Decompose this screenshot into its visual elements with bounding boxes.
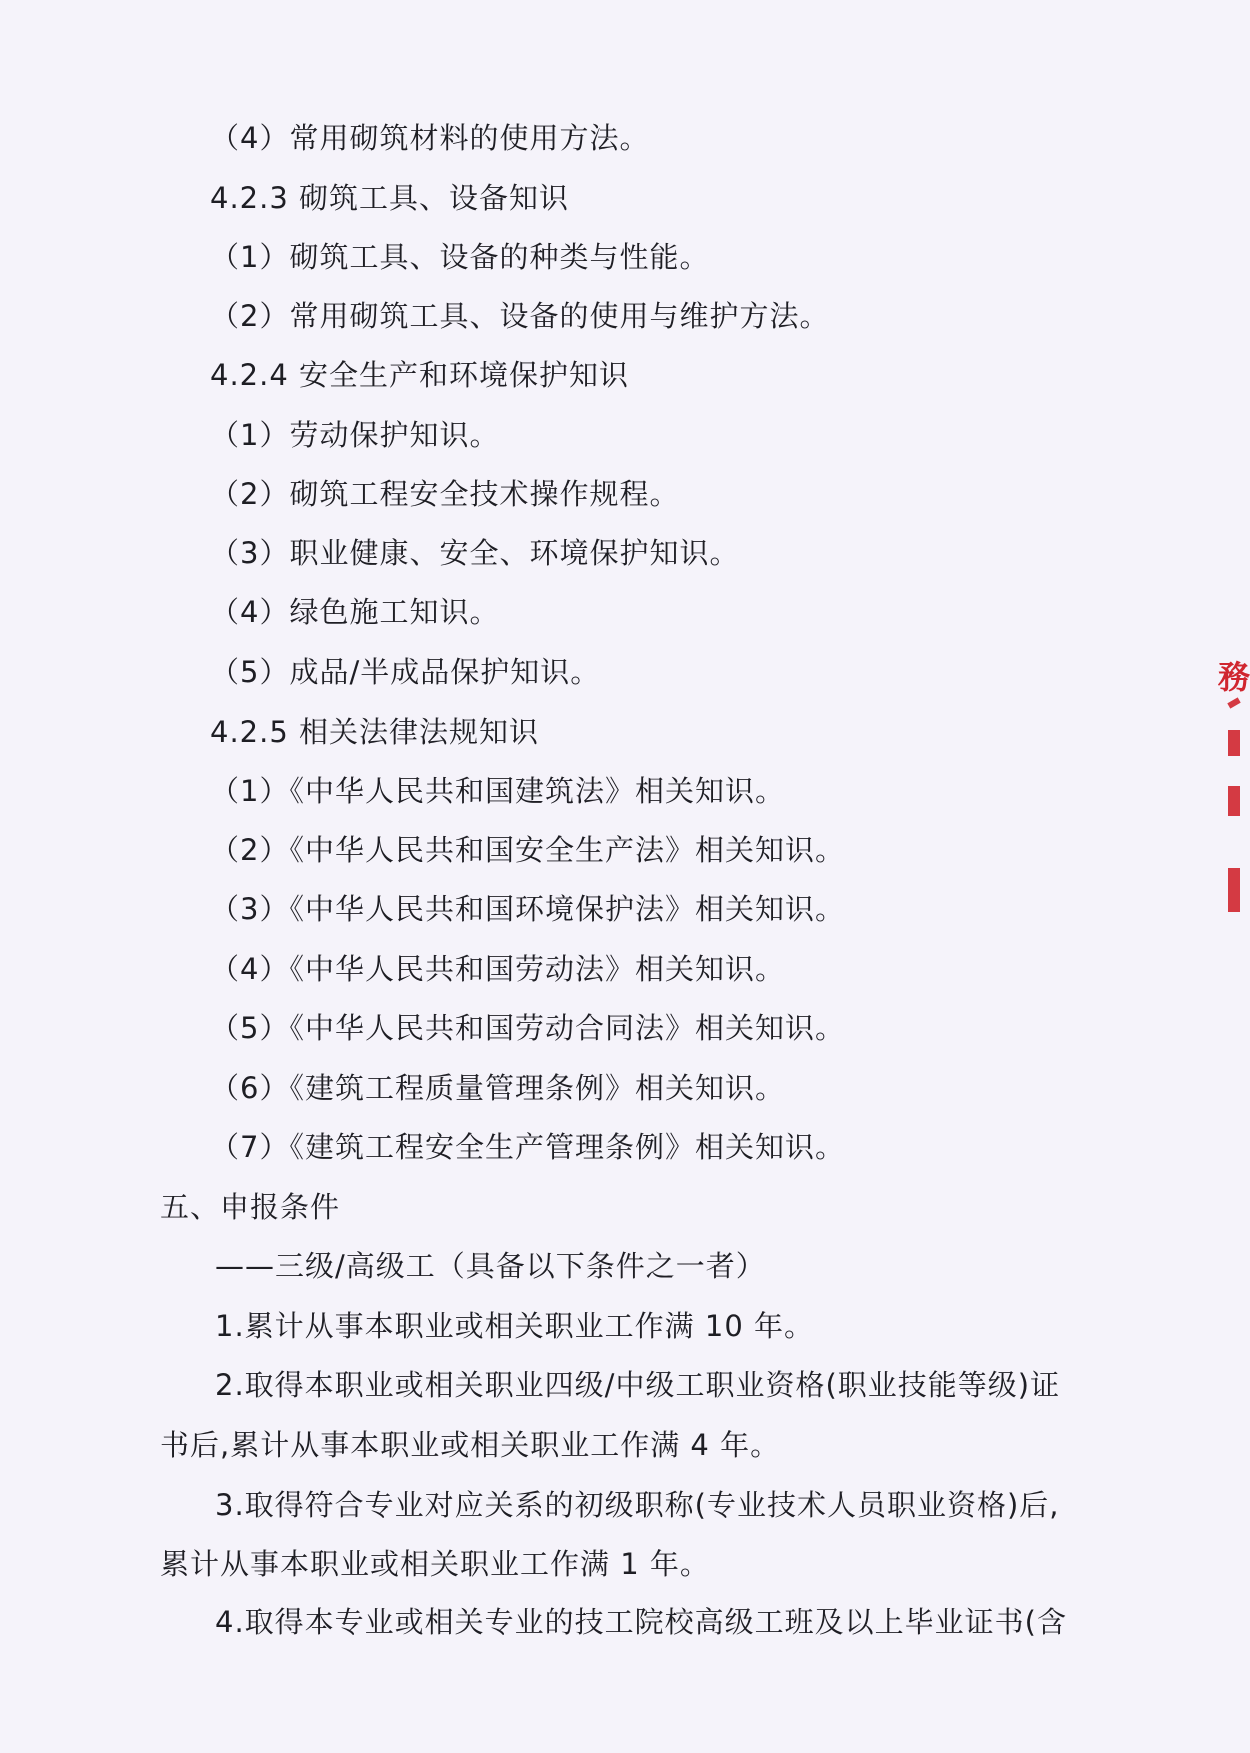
seal-stamp-mark	[1228, 730, 1240, 756]
text-line: 4.取得本专业或相关专业的技工院校高级工班及以上毕业证书(含	[215, 1605, 1067, 1639]
text-line: ——三级/高级工（具备以下条件之一者）	[215, 1249, 766, 1283]
text-line: （1）《中华人民共和国建筑法》相关知识。	[210, 774, 785, 808]
text-line: （2）砌筑工程安全技术操作规程。	[210, 477, 680, 511]
text-line: （4）《中华人民共和国劳动法》相关知识。	[210, 952, 785, 986]
seal-stamp-mark: 務	[1218, 658, 1250, 696]
text-line: 书后,累计从事本职业或相关职业工作满 4 年。	[160, 1428, 781, 1462]
text-line: （4）常用砌筑材料的使用方法。	[210, 121, 650, 155]
text-line: （5）《中华人民共和国劳动合同法》相关知识。	[210, 1011, 845, 1045]
text-line: （2）《中华人民共和国安全生产法》相关知识。	[210, 833, 845, 867]
text-line: （1）劳动保护知识。	[210, 418, 500, 452]
text-line: （3）《中华人民共和国环境保护法》相关知识。	[210, 892, 845, 926]
section-heading: 4.2.5 相关法律法规知识	[210, 715, 540, 749]
text-line: （6）《建筑工程质量管理条例》相关知识。	[210, 1071, 785, 1105]
text-line: （1）砌筑工具、设备的种类与性能。	[210, 240, 710, 274]
text-line: 2.取得本职业或相关职业四级/中级工职业资格(职业技能等级)证	[215, 1368, 1061, 1402]
text-line: （3）职业健康、安全、环境保护知识。	[210, 536, 740, 570]
seal-stamp	[1206, 640, 1250, 940]
seal-stamp-mark	[1228, 868, 1240, 912]
seal-stamp-mark	[1227, 697, 1240, 708]
section-heading: 4.2.4 安全生产和环境保护知识	[210, 358, 630, 392]
section-heading: 4.2.3 砌筑工具、设备知识	[210, 181, 570, 215]
text-line: （2）常用砌筑工具、设备的使用与维护方法。	[210, 299, 830, 333]
text-line: 1.累计从事本职业或相关职业工作满 10 年。	[215, 1309, 815, 1343]
text-line: （5）成品/半成品保护知识。	[210, 655, 601, 689]
text-line: （7）《建筑工程安全生产管理条例》相关知识。	[210, 1130, 845, 1164]
seal-stamp-mark	[1228, 786, 1240, 816]
chapter-heading: 五、申报条件	[160, 1190, 341, 1224]
text-line: 3.取得符合专业对应关系的初级职称(专业技术人员职业资格)后,	[215, 1488, 1060, 1522]
text-line: 累计从事本职业或相关职业工作满 1 年。	[160, 1547, 710, 1581]
text-line: （4）绿色施工知识。	[210, 595, 500, 629]
